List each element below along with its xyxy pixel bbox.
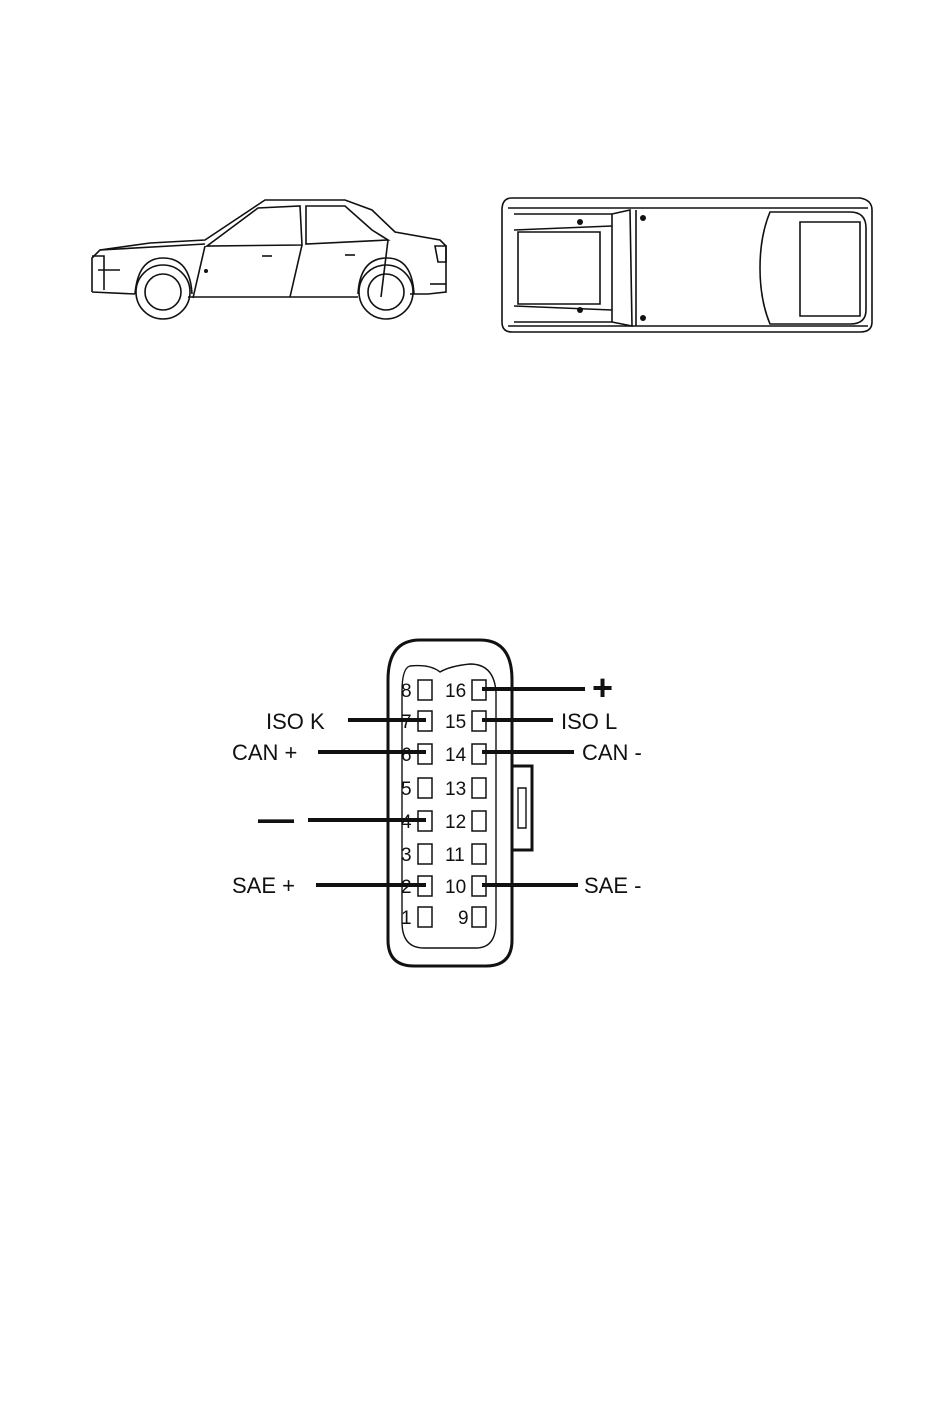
pin-number: 13 [445,779,467,800]
signal-label-can-negative: CAN - [582,740,642,765]
pin-number: 12 [445,812,467,833]
pin-number: 14 [445,745,467,766]
pin-number: 6 [401,745,412,766]
marker-dot-icon [204,269,208,273]
signal-label-ground: — [258,798,294,839]
signal-label-sae-negative: SAE - [584,873,642,898]
pin-number: 2 [401,877,412,898]
pin-number: 4 [401,812,412,833]
signal-label-iso-l: ISO L [561,709,618,734]
pin-number: 5 [401,779,412,800]
signal-label-iso-k: ISO K [266,709,325,734]
pin-number: 7 [401,712,412,733]
car-top-view-icon [502,198,872,332]
car-side-view-icon [92,200,446,319]
pin-number: 15 [445,712,467,733]
signal-label-power-positive: + [592,667,614,708]
pin-number: 10 [445,877,467,898]
pin-number: 8 [401,681,412,702]
pin-number: 16 [445,681,467,702]
signal-label-sae-positive: SAE + [232,873,295,898]
signal-label-can-positive: CAN + [232,740,298,765]
pin-number: 9 [458,908,469,929]
pin-number: 11 [445,845,465,866]
pin-number: 3 [401,845,412,866]
pin-number: 1 [401,908,412,929]
